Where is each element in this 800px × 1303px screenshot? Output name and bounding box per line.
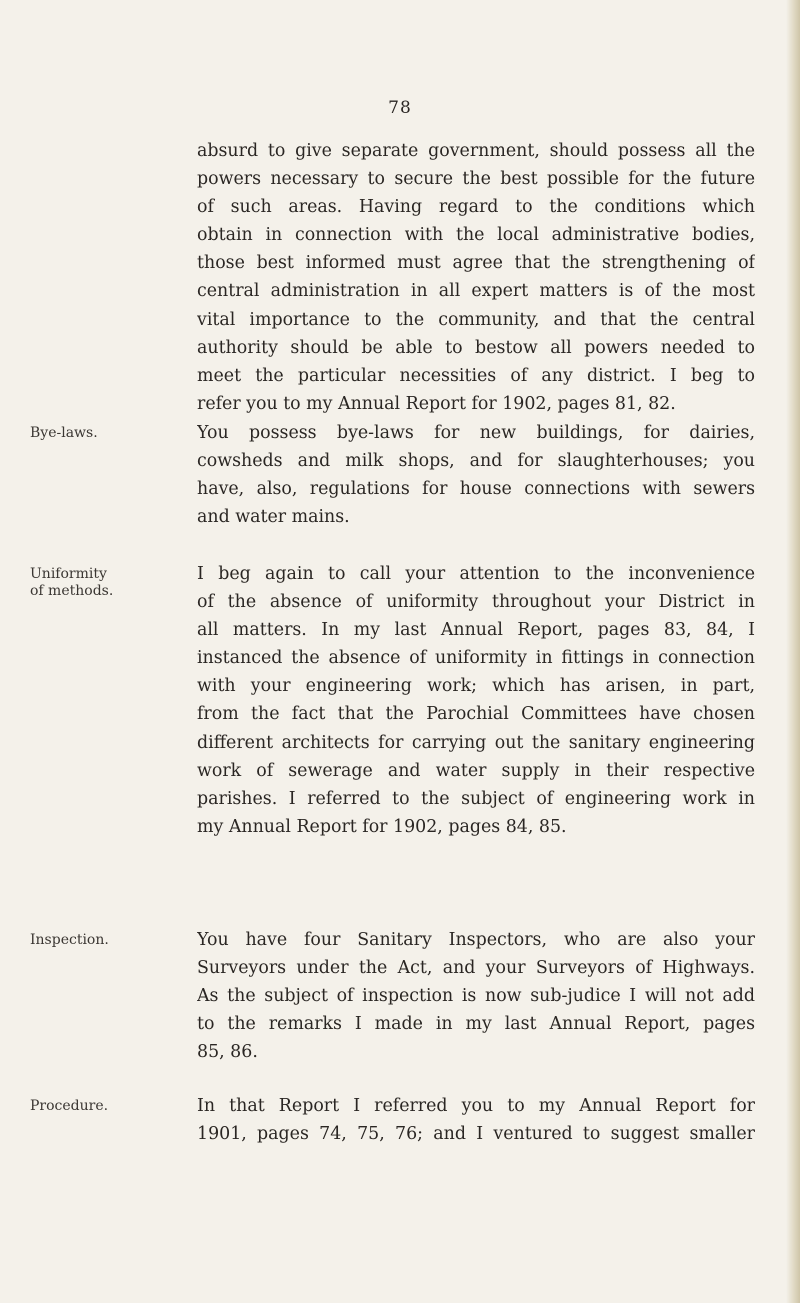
text-line: powers necessary to secure the best possible for the future xyxy=(197,169,755,190)
text-line: authority should be able to bestow all powers needed to xyxy=(197,337,755,358)
text-line: You have four Sanitary Inspectors, who are also your xyxy=(197,930,755,950)
text-line: I beg again to call your attention to the inconvenience xyxy=(197,564,755,584)
text-line: those best informed must agree that the strengthening of xyxy=(197,253,755,274)
text-line: You possess bye-laws for new buildings, for dairies, xyxy=(197,423,755,443)
paragraph-government-powers xyxy=(197,137,755,418)
text-line: As the subject of inspection is now sub-judice I will not add xyxy=(197,986,755,1007)
text-line: with your engineering work; which has arisen, in part, xyxy=(197,676,755,697)
text-line: and water mains. xyxy=(197,507,350,528)
paragraph-bye-laws xyxy=(197,419,755,531)
text-line: to the remarks I made in my last Annual Report, pages xyxy=(197,1014,755,1035)
page-edge-shadow xyxy=(786,0,800,1303)
text-line: obtain in connection with the local administrative bodies, xyxy=(197,225,755,246)
text-line: meet the particular necessities of any district. I beg to xyxy=(197,365,755,386)
text-line: instanced the absence of uniformity in fittings in connection xyxy=(197,648,755,669)
paragraph-procedure xyxy=(197,1092,755,1148)
margin-note-inspection xyxy=(30,932,140,949)
margin-note-procedure xyxy=(30,1098,140,1115)
margin-note-line: Bye-laws. xyxy=(30,425,98,441)
margin-note-line: Uniformity xyxy=(30,566,107,582)
text-line: absurd to give separate government, should possess all the xyxy=(197,141,755,161)
text-line: of the absence of uniformity throughout your District in xyxy=(197,592,755,613)
margin-note-line: Inspection. xyxy=(30,932,109,948)
text-line: work of sewerage and water supply in their respective xyxy=(197,760,755,781)
margin-note-line: Procedure. xyxy=(30,1098,109,1114)
paragraph-inspection xyxy=(197,926,755,1066)
text-line: my Annual Report for 1902, pages 84, 85. xyxy=(197,816,567,837)
text-line: have, also, regulations for house connections with sewers xyxy=(197,479,755,500)
text-line: parishes. I referred to the subject of engineering work in xyxy=(197,788,755,809)
margin-note-uniformity xyxy=(30,566,140,600)
text-line: vital importance to the community, and that the central xyxy=(197,309,755,330)
text-line: different architects for carrying out the sanitary engineering xyxy=(197,732,755,753)
paragraph-uniformity xyxy=(197,560,755,841)
text-line: refer you to my Annual Report for 1902, pages 81, 82. xyxy=(197,393,676,414)
text-line: In that Report I referred you to my Annual Report for xyxy=(197,1096,755,1116)
margin-note-line: of methods. xyxy=(30,583,114,599)
margin-note-bye-laws xyxy=(30,425,140,442)
text-line: 1901, pages 74, 75, 76; and I ventured to suggest smaller xyxy=(197,1124,755,1145)
text-line: 85, 86. xyxy=(197,1042,258,1063)
text-line: central administration in all expert matters is of the most xyxy=(197,281,755,302)
text-line: all matters. In my last Annual Report, pages 83, 84, I xyxy=(197,620,755,641)
text-line: Surveyors under the Act, and your Surveyors of Highways. xyxy=(197,958,755,979)
text-line: of such areas. Having regard to the conditions which xyxy=(197,197,755,218)
text-line: cowsheds and milk shops, and for slaughterhouses; you xyxy=(197,451,755,472)
text-line: from the fact that the Parochial Committees have chosen xyxy=(197,704,755,725)
page-number: 78 xyxy=(388,98,412,118)
